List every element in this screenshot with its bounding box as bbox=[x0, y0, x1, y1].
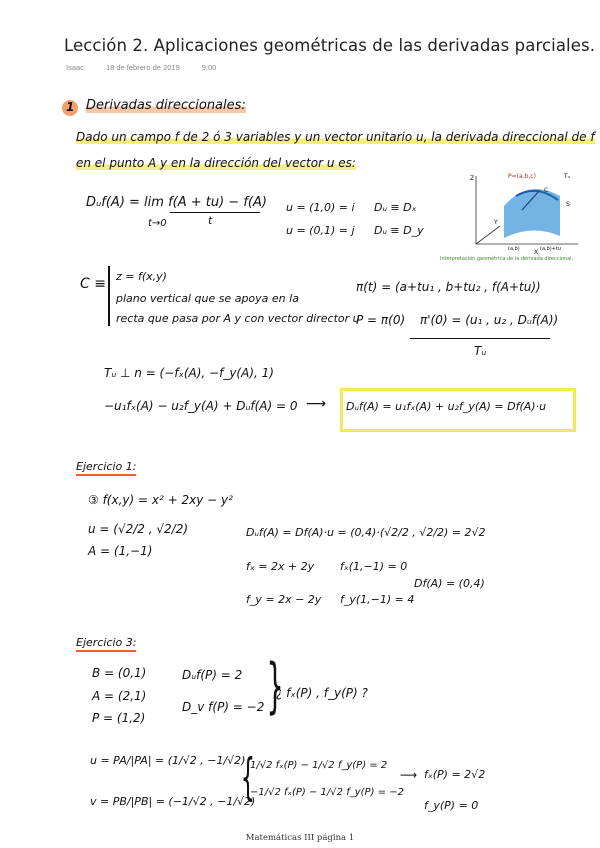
ejercicio-3-question: ¿ fₓ(P) , f_y(P) ? bbox=[276, 686, 368, 700]
system-brace: { bbox=[240, 748, 256, 806]
figure-label-b: (a,b)+tu bbox=[540, 246, 562, 252]
underbrace bbox=[410, 338, 550, 339]
directional-derivative-figure bbox=[466, 166, 586, 258]
figure-label-z: Z bbox=[470, 175, 475, 182]
p-eq: P = π(0) bbox=[356, 313, 406, 327]
definition: Dᵤf(A) = lim f(A + tu) − f(A) bbox=[86, 195, 267, 210]
d-case-2: Dᵤ ≡ D_y bbox=[374, 224, 424, 237]
page-meta bbox=[66, 63, 238, 72]
ejercicio-3-sol-1: fₓ(P) = 2√2 bbox=[424, 768, 486, 781]
ejercicio-3-heading: Ejercicio 3: bbox=[76, 636, 136, 652]
perpendicular-eq: Tᵤ ⊥ n = (−fₓ(A), −f_y(A), 1) bbox=[104, 366, 274, 380]
figure-label-a: (a,b) bbox=[508, 246, 520, 252]
pi-t: π(t) = (a+tu₁ , b+tu₂ , f(A+tu)) bbox=[356, 280, 541, 294]
ejercicio-1-fx-value: fₓ(1,−1) = 0 bbox=[340, 560, 408, 573]
system-eq-2: −1/√2 fₓ(P) − 1/√2 f_y(P) = −2 bbox=[250, 787, 404, 798]
date: 18 de febrero de 2019 bbox=[105, 63, 180, 72]
ejercicio-1-gradient: Df(A) = (0,4) bbox=[414, 577, 485, 590]
ejercicio-1-fy: f_y = 2x − 2y bbox=[246, 593, 322, 606]
ejercicio-1-a: A = (1,−1) bbox=[88, 544, 153, 558]
section-heading: Derivadas direccionales: bbox=[86, 98, 246, 113]
c-label: C ≡ bbox=[80, 276, 106, 292]
ejercicio-3-v: v = PB/|PB| = (−1/√2 , −1/√2) bbox=[90, 795, 256, 808]
ejercicio-3-sol-2: f_y(P) = 0 bbox=[424, 799, 479, 812]
ejercicio-1-fx: fₓ = 2x + 2y bbox=[246, 560, 315, 573]
page-footer: Matemáticas III página 1 bbox=[245, 833, 355, 843]
ejercicio-1-heading: Ejercicio 1: bbox=[76, 460, 136, 476]
figure-label-x: X bbox=[534, 249, 539, 256]
figure-label-t: Tᵤ bbox=[564, 173, 571, 180]
curve-def-1: z = f(x,y) bbox=[116, 270, 167, 283]
time: 9:00 bbox=[201, 63, 217, 72]
figure-label-c: C bbox=[544, 187, 549, 194]
section-number: 1 bbox=[66, 100, 75, 114]
figure-label-y: Y bbox=[494, 219, 498, 226]
intro-line-2: en el punto A y en la dirección del vector u es: bbox=[76, 156, 356, 170]
ejercicio-1-fy-value: f_y(1,−1) = 4 bbox=[340, 593, 415, 606]
figure-caption: Interpretación geométrica de la derivada direccional. bbox=[440, 256, 574, 262]
definition-denominator: t bbox=[208, 214, 213, 227]
system-arrow: ⟶ bbox=[400, 768, 418, 782]
ejercicio-3-dv: D_v f(P) = −2 bbox=[182, 700, 265, 714]
ejercicio-3-a: A = (2,1) bbox=[92, 689, 147, 703]
figure-label-s: S bbox=[566, 201, 570, 208]
boxed-formula: Dᵤf(A) = u₁fₓ(A) + u₂f_y(A) = Df(A)·u bbox=[346, 400, 547, 413]
ejercicio-3-p: P = (1,2) bbox=[92, 711, 146, 725]
figure-label-p: P=(a,b,c) bbox=[508, 173, 536, 180]
fraction-bar bbox=[170, 212, 260, 213]
pi-prime: π'(0) = (u₁ , u₂ , Dᵤf(A)) bbox=[420, 313, 559, 327]
system-eq-1: 1/√2 fₓ(P) − 1/√2 f_y(P) = 2 bbox=[250, 760, 388, 771]
u-case-2: u = (0,1) = j bbox=[286, 224, 355, 237]
ejercicio-3-brace: } bbox=[266, 651, 284, 721]
dot-product-eq: −u₁fₓ(A) − u₂f_y(A) + Dᵤf(A) = 0 bbox=[104, 399, 298, 413]
implies-arrow: ⟶ bbox=[306, 396, 327, 412]
intro-line-1: Dado un campo f de 2 ó 3 variables y un vector unitario u, la derivada direccional de f bbox=[76, 130, 595, 144]
curve-def-2: plano vertical que se apoya en la bbox=[116, 292, 299, 305]
ejercicio-3-u: u = PA/|PA| = (1/√2 , −1/√2) bbox=[90, 754, 246, 767]
curve-def-3: recta que pasa por A y con vector director u bbox=[116, 312, 360, 325]
ejercicio-1-u: u = (√2/2 , √2/2) bbox=[88, 522, 189, 536]
ejercicio-3-b: B = (0,1) bbox=[92, 666, 147, 680]
page-title: Lección 2. Aplicaciones geométricas de las derivadas parciales. bbox=[64, 36, 596, 55]
ejercicio-1-function: ③ f(x,y) = x² + 2xy − y² bbox=[88, 493, 233, 507]
ejercicio-3-du: Dᵤf(P) = 2 bbox=[182, 668, 243, 682]
ejercicio-1-result: Dᵤf(A) = Df(A)·u = (0,4)·(√2/2 , √2/2) = 2√2 bbox=[246, 526, 486, 539]
c-brace bbox=[108, 266, 110, 326]
d-case-1: Dᵤ ≡ Dₓ bbox=[374, 201, 417, 214]
limit-subscript: t→0 bbox=[148, 218, 167, 229]
u-case-1: u = (1,0) = i bbox=[286, 201, 355, 214]
author: Isaac bbox=[66, 63, 84, 72]
t-u-label: Tᵤ bbox=[474, 344, 487, 358]
